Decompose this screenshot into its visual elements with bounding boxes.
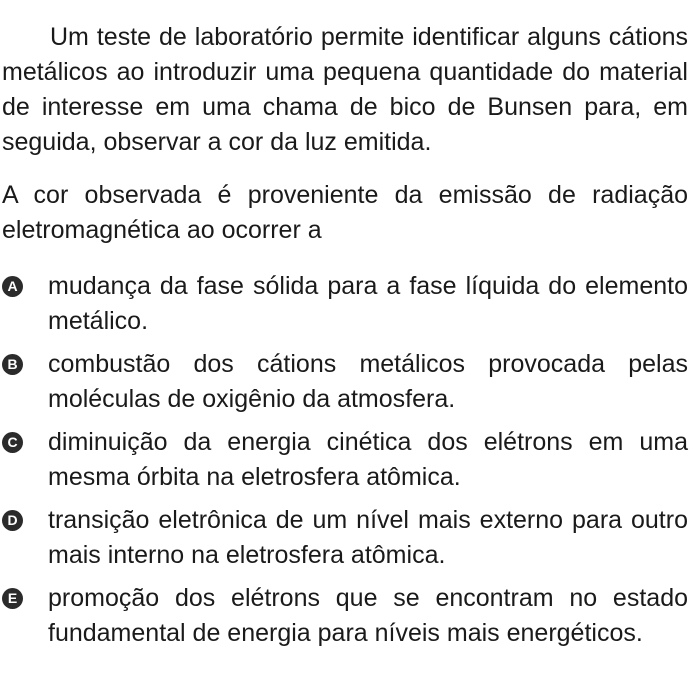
option-a[interactable] (2, 269, 688, 339)
option-c-letter-badge: C (2, 432, 23, 453)
option-d[interactable] (2, 503, 688, 573)
option-c-text: diminuição da energia cinética dos elétrons em uma mesma órbita na eletrosfera atômica. (48, 428, 688, 491)
option-b-text: combustão dos cátions metálicos provocada pelas moléculas de oxigênio da atmosfera. (48, 350, 688, 413)
question-block (2, 20, 688, 659)
question-paragraph-2: A cor observada é proveniente da emissão de radiação eletromagnética ao ocorrer a (2, 181, 688, 244)
option-e[interactable] (2, 581, 688, 651)
option-b[interactable] (2, 347, 688, 417)
option-c[interactable] (2, 425, 688, 495)
option-d-letter-badge: D (2, 510, 23, 531)
option-e-letter-badge: E (2, 588, 23, 609)
answer-options (2, 269, 688, 651)
question-paragraph-1: Um teste de laboratório permite identificar alguns cátions metálicos ao introduzir uma pequena quantidade do material de interesse em uma chama de bico de Bunsen para, em seguida, observar a cor da luz emitida. (2, 23, 688, 156)
option-b-letter-badge: B (2, 354, 23, 375)
option-a-letter-badge: A (2, 276, 23, 297)
option-e-text: promoção dos elétrons que se encontram no estado fundamental de energia para níveis mais energéticos. (48, 584, 688, 647)
option-a-text: mudança da fase sólida para a fase líquida do elemento metálico. (48, 272, 688, 335)
option-d-text: transição eletrônica de um nível mais externo para outro mais interno na eletrosfera atômica. (48, 506, 688, 569)
